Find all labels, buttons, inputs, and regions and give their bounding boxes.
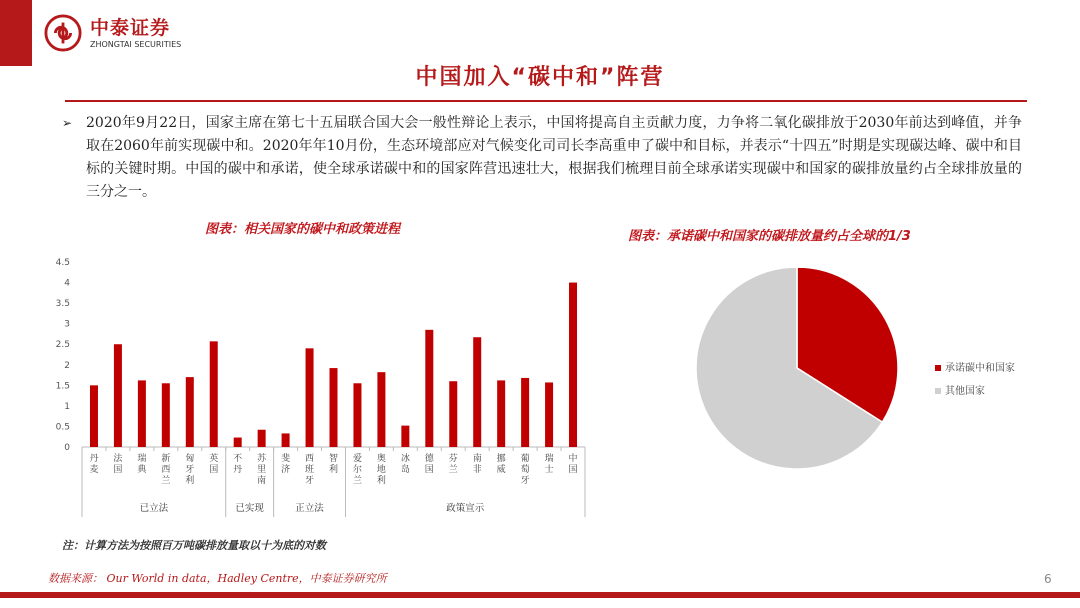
header-accent-bar [0, 0, 32, 66]
x-tick-label: 丹 [89, 454, 99, 464]
x-tick-label: 新 [161, 454, 171, 464]
group-label: 已立法 [139, 503, 169, 514]
x-tick-label: 德 [424, 454, 434, 464]
bar-挪威 [497, 380, 505, 447]
bar-南非 [473, 337, 481, 447]
x-tick-label: 岛 [400, 465, 410, 475]
x-tick-label: 威 [496, 465, 506, 475]
bar-西班牙 [306, 348, 314, 447]
bar-中国 [569, 283, 577, 447]
page-number: 6 [1044, 572, 1052, 586]
x-tick-label: 利 [376, 476, 386, 486]
x-tick-label: 冰 [400, 454, 410, 464]
group-label: 正立法 [295, 503, 324, 514]
y-tick-label: 4 [64, 278, 70, 289]
y-tick-label: 3 [64, 319, 70, 330]
y-tick-label: 1.5 [55, 381, 70, 392]
x-tick-label: 葡 [520, 454, 530, 464]
x-tick-label: 国 [113, 465, 123, 475]
x-tick-label: 南 [257, 476, 267, 486]
bar-丹麦 [90, 385, 98, 447]
x-tick-label: 典 [137, 465, 147, 475]
footer-bar [0, 592, 1080, 598]
y-tick-label: 4.5 [55, 258, 70, 268]
x-tick-label: 牙 [185, 465, 195, 475]
logo-mark-icon [44, 14, 82, 52]
page-title: 中国加入“碳中和”阵营 [415, 65, 665, 90]
x-tick-label: 萄 [520, 465, 530, 475]
x-tick-label: 西 [305, 454, 315, 464]
x-tick-label: 班 [305, 465, 315, 475]
x-tick-label: 士 [544, 465, 554, 475]
x-tick-label: 牙 [520, 476, 530, 486]
y-tick-label: 0.5 [55, 422, 70, 433]
x-tick-label: 地 [376, 465, 386, 475]
summary-text: 2020年9月22日，国家主席在第七十五届联合国大会一般性辩论上表示，中国将提高自主贡献力度，力争将二氧化碳排放于2030年前达到峰值，并争取在2060年前实现碳中和。2020年年10月份，生态环境部应对气候变化司司长李高重申了碳中和目标，并表示“十四五”时期是实现碳达峰、碳中和目标的关键时期。中国的碳中和承诺，使全球承诺碳中和的国家阵营迅速壮大，根据我们梳理目前全球承诺实现碳中和国家的碳排放量约占全球排放量的三分之一。 [86, 115, 1022, 200]
x-tick-label: 苏 [257, 454, 267, 464]
x-tick-label: 爱 [352, 454, 362, 464]
x-tick-label: 法 [113, 454, 123, 464]
bar-新西兰 [162, 383, 170, 447]
bar-瑞士 [545, 382, 553, 447]
x-tick-label: 利 [328, 465, 339, 475]
bar-法国 [114, 344, 122, 447]
y-tick-label: 2.5 [55, 340, 70, 351]
x-tick-label: 智 [328, 454, 339, 464]
logo-chinese-name: 中泰证券 [90, 16, 171, 39]
x-tick-label: 国 [209, 465, 219, 475]
summary-paragraph [62, 112, 1022, 204]
x-tick-label: 奥 [376, 454, 386, 464]
bar-chart [40, 250, 600, 535]
bar-chart-caption: 图表：相关国家的碳中和政策进程 [205, 222, 401, 237]
legend-swatch [935, 388, 941, 394]
x-tick-label: 挪 [496, 454, 506, 464]
group-label: 政策宣示 [446, 503, 485, 514]
title-divider [65, 100, 1027, 102]
x-tick-label: 国 [568, 465, 578, 475]
group-label: 已实现 [235, 503, 264, 514]
x-tick-label: 牙 [305, 476, 315, 486]
legend-label: 承诺碳中和国家 [945, 363, 1015, 374]
x-tick-label: 尔 [352, 465, 362, 475]
company-logo [44, 14, 181, 52]
y-tick-label: 0 [64, 443, 70, 453]
bar-德国 [425, 330, 433, 447]
bar-苏里南 [258, 430, 266, 447]
chart-note: 注：计算方法为按照百万吨碳排放量取以十为底的对数 [62, 539, 326, 552]
bar-葡萄牙 [521, 378, 529, 447]
x-tick-label: 丹 [233, 465, 243, 475]
x-tick-label: 非 [472, 465, 482, 475]
y-tick-label: 2 [64, 360, 70, 371]
x-tick-label: 里 [257, 465, 267, 475]
bar-冰岛 [401, 426, 409, 447]
bar-英国 [210, 341, 218, 447]
bar-爱尔兰 [353, 383, 361, 447]
y-tick-label: 1 [64, 401, 70, 412]
x-tick-label: 匈 [185, 454, 195, 464]
x-tick-label: 斐 [281, 454, 291, 464]
x-tick-label: 芬 [448, 454, 458, 464]
x-tick-label: 不 [233, 454, 243, 464]
x-tick-label: 国 [424, 465, 434, 475]
legend-swatch [935, 365, 941, 371]
x-tick-label: 瑞 [544, 454, 554, 464]
x-tick-label: 兰 [448, 465, 458, 475]
bar-芬兰 [449, 381, 457, 447]
pie-chart [670, 268, 1070, 498]
x-tick-label: 英 [209, 454, 219, 464]
pie-chart-caption: 图表：承诺碳中和国家的碳排放量约占全球的1/3 [628, 229, 911, 244]
logo-english-name: ZHONGTAI SECURITIES [90, 39, 182, 49]
x-tick-label: 兰 [352, 476, 362, 486]
bar-瑞典 [138, 380, 146, 447]
x-tick-label: 麦 [89, 465, 99, 475]
x-tick-label: 西 [161, 465, 171, 475]
bar-奥地利 [377, 372, 385, 447]
bar-不丹 [234, 438, 242, 447]
y-tick-label: 3.5 [55, 299, 70, 310]
x-tick-label: 南 [472, 454, 482, 464]
x-tick-label: 瑞 [137, 454, 147, 464]
bullet-arrow-icon: ➢ [62, 116, 73, 130]
bar-智利 [330, 368, 338, 447]
bar-斐济 [282, 433, 290, 447]
bar-匈牙利 [186, 377, 194, 447]
legend-label: 其他国家 [945, 386, 985, 397]
x-tick-label: 济 [281, 465, 291, 475]
x-tick-label: 利 [185, 476, 195, 486]
x-tick-label: 中 [568, 454, 578, 464]
x-tick-label: 兰 [161, 476, 171, 486]
data-source: 数据来源： Our World in data，Hadley Centre，中泰证券研究所 [48, 572, 387, 585]
